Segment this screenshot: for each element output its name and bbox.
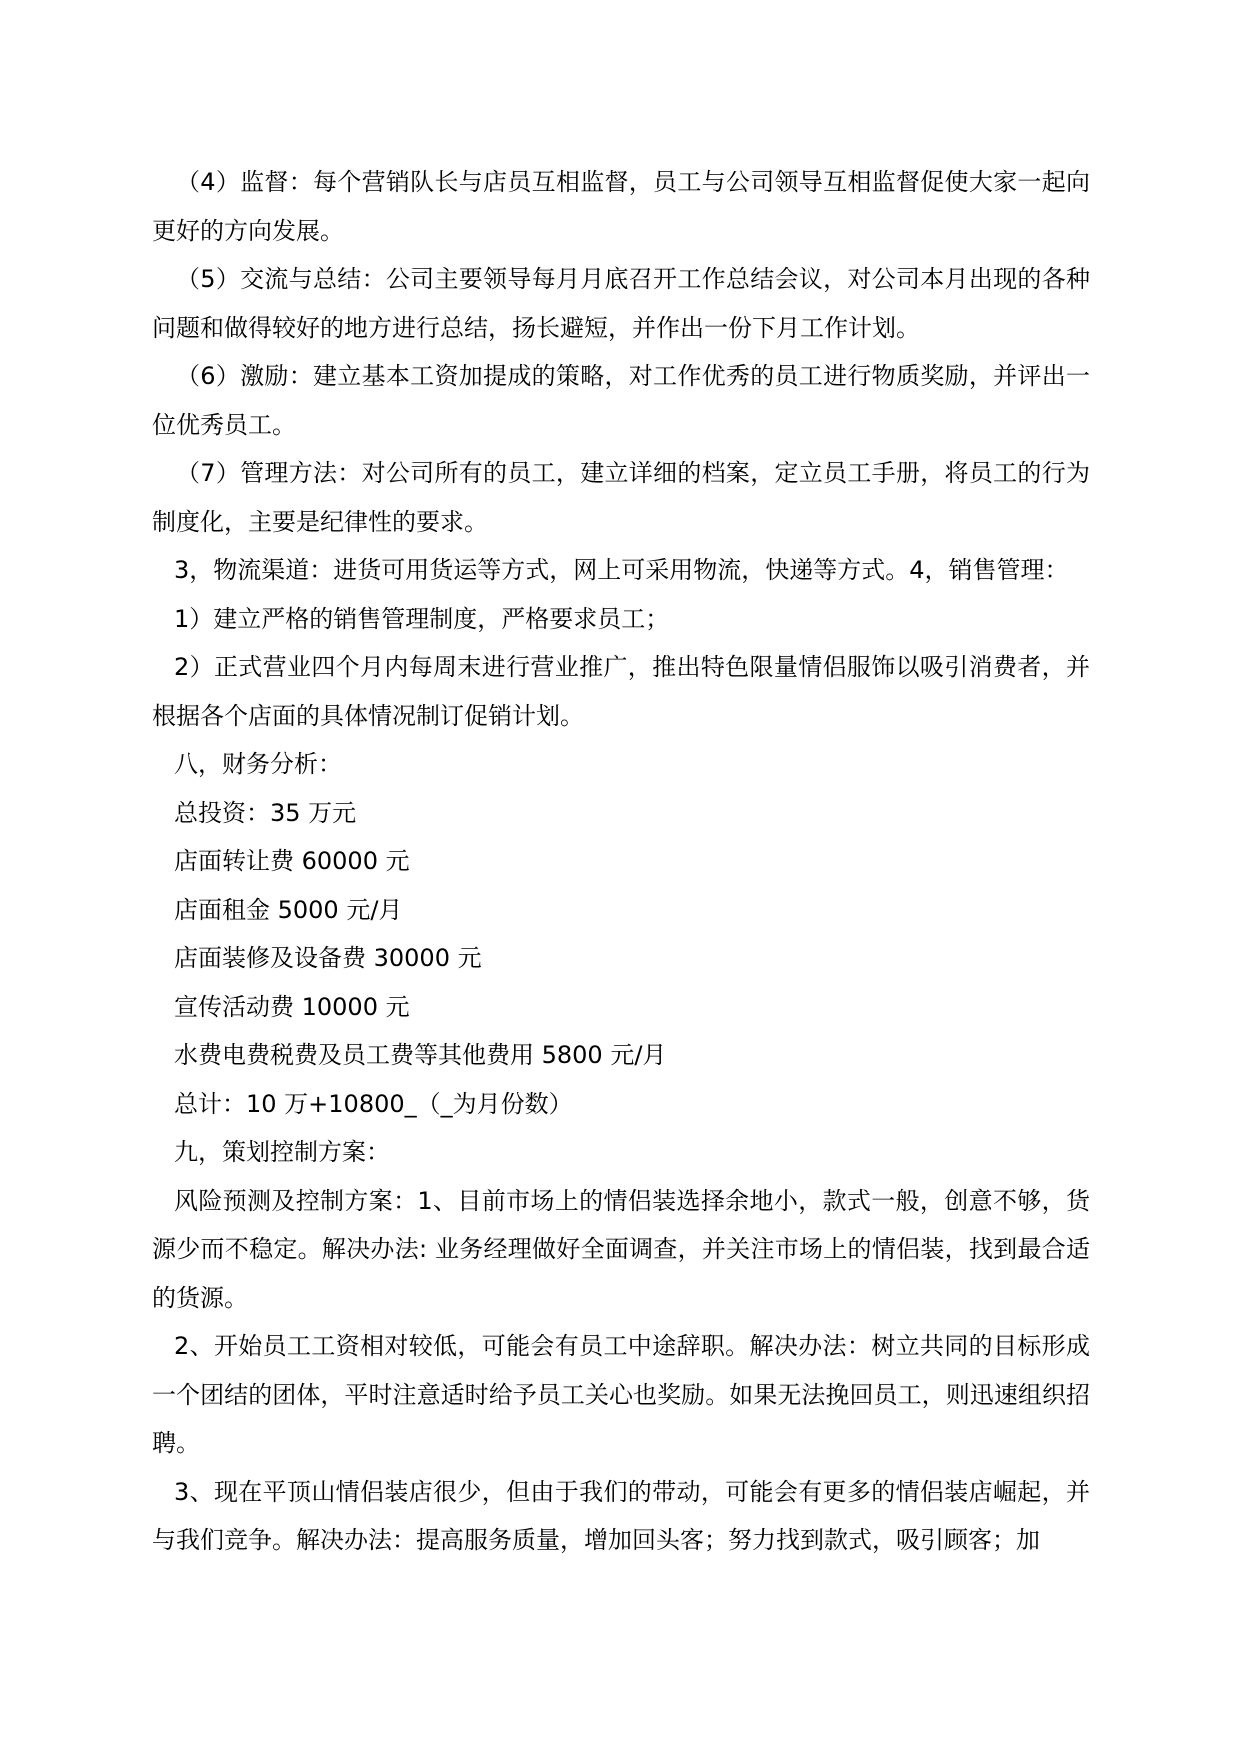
finance-total-investment: 总投资：35 万元 [174, 798, 357, 827]
document-body [152, 158, 1090, 1565]
paragraph-logistics-channel: 3，物流渠道：进货可用货运等方式，网上可采用物流，快递等方式。4，销售管理： [174, 556, 1069, 584]
paragraph-supervision: （4）监督：每个营销队长与店员互相监督，员工与公司领导互相监督促使大家一起向更好的方向发展。 [152, 168, 1090, 245]
heading-control-plan: 九，策划控制方案： [174, 1138, 390, 1166]
paragraph-risk-2: 2、开始员工工资相对较低，可能会有员工中途辞职。解决办法：树立共同的目标形成一个团结的团体，平时注意适时给予员工关心也奖励。如果无法挽回员工，则迅速组织招聘。 [152, 1332, 1090, 1457]
finance-promotion-fee: 宣传活动费 10000 元 [174, 992, 410, 1021]
heading-financial-analysis: 八，财务分析： [174, 750, 342, 778]
paragraph-risk-1: 风险预测及控制方案：1、目前市场上的情侣装选择余地小，款式一般，创意不够，货源少而不稳定。解决办法: 业务经理做好全面调查，并关注市场上的情侣装，找到最合适的货源。 [152, 1186, 1090, 1312]
finance-rent: 店面租金 5000 元/月 [174, 895, 403, 924]
paragraph-incentive: （6）激励：建立基本工资加提成的策略，对工作优秀的员工进行物质奖励，并评出一位优秀员工。 [152, 362, 1090, 439]
finance-other-fees: 水费电费税费及员工费等其他费用 5800 元/月 [174, 1041, 667, 1069]
finance-decoration-equipment: 店面装修及设备费 30000 元 [174, 944, 482, 972]
paragraph-communication-summary: （5）交流与总结：公司主要领导每月月底召开工作总结会议，对公司本月出现的各种问题和做得较好的地方进行总结，扬长避短，并作出一份下月工作计划。 [152, 265, 1090, 342]
paragraph-sales-item-1: 1）建立严格的销售管理制度，严格要求员工； [174, 604, 670, 633]
finance-transfer-fee: 店面转让费 60000 元 [174, 847, 410, 875]
paragraph-risk-3: 3、现在平顶山情侣装店很少，但由于我们的带动，可能会有更多的情侣装店崛起，并与我们竞争。解决办法：提高服务质量，增加回头客；努力找到款式，吸引顾客；加 [152, 1477, 1090, 1554]
paragraph-management-method: （7）管理方法：对公司所有的员工，建立详细的档案，定立员工手册，将员工的行为制度化，主要是纪律性的要求。 [152, 459, 1090, 536]
finance-total: 总计：10 万+10800_（_为月份数） [174, 1089, 573, 1118]
paragraph-sales-item-2: 2）正式营业四个月内每周末进行营业推广，推出特色限量情侣服饰以吸引消费者，并根据各个店面的具体情况制订促销计划。 [152, 653, 1090, 730]
